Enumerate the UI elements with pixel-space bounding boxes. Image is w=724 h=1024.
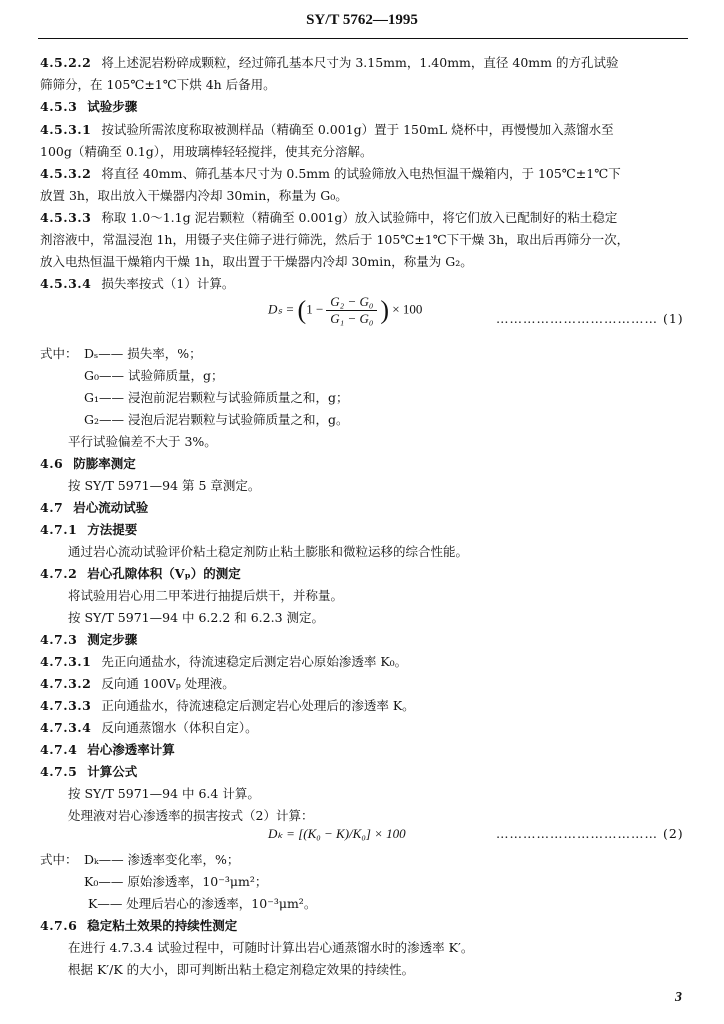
formula-1: Dₛ = (1 − $\frac{\text{G₂ − G₀}}{\text{G₁ − G₀}}$ ) × 100 [268,294,423,326]
clause-4-7-4: 4.7.4 岩心渗透率计算 [40,742,175,757]
var-dk: Dₖ—— 渗透率变化率，%； [84,852,240,867]
clause-text-line: 剂溶液中，常温浸泡 1h，用镊子夹住筛子进行筛洗，然后于 105℃±1℃下干燥 3h，取出后再筛分一次， [40,232,630,247]
clause-4-5-3-3: 4.5.3.3 称取 1.0～1.1g 泥岩颗粒（精确至 0.001g）放入试验筛中，将它们放入已配制好的粘土稳定 [40,210,618,225]
var-ds: Dₛ—— 损失率，%； [84,346,202,361]
clause-text-line: 按 SY/T 5971—94 中 6.4 计算。 [68,786,260,801]
clause-text-line: 筛筛分，在 105℃±1℃下烘 4h 后备用。 [40,77,276,92]
clause-4-7-6: 4.7.6 稳定粘土效果的持续性测定 [40,918,238,933]
clause-4-7: 4.7 岩心流动试验 [40,500,149,515]
clause-text-line: 处理液对岩心渗透率的损害按式（2）计算： [68,808,314,823]
var-g1: G₁—— 浸泡前泥岩颗粒与试验筛质量之和，g； [84,390,349,405]
clause-4-5-3: 4.5.3 试验步骤 [40,99,138,114]
var-g2: G₂—— 浸泡后泥岩颗粒与试验筛质量之和，g。 [84,412,349,427]
page-number: 3 [675,990,682,1005]
var-k: K—— 处理后岩心的渗透率，10⁻³μm²。 [88,896,317,911]
clause-4-5-2-2: 4.5.2.2 将上述泥岩粉碎成颗粒，经过筛孔基本尺寸为 3.15mm，1.40mm，直径 40mm 的方孔试验 [40,55,619,70]
clause-4-7-2: 4.7.2 岩心孔隙体积（Vₚ）的测定 [40,566,241,581]
clause-4-7-3-3: 4.7.3.3 正向通盐水，待流速稳定后测定岩心处理后的渗透率 K。 [40,698,415,713]
var-k0: K₀—— 原始渗透率，10⁻³μm²； [84,874,268,889]
equation-number-2: ……………………………… (2) [496,826,684,841]
formula-1-lhs: Dₛ = [268,301,298,317]
clause-text-line: 放入电热恒温干燥箱内干燥 1h，取出置于干燥器内冷却 30min，称量为 G₂。 [40,254,473,269]
formula-1-rhs: × 100 [392,301,423,317]
clause-4-7-3-1: 4.7.3.1 先正向通盐水，待流速稳定后测定岩心原始渗透率 K₀。 [40,654,408,669]
clause-text-line: 100g（精确至 0.1g），用玻璃棒轻轻搅拌，使其充分溶解。 [40,144,373,159]
clause-4-7-5: 4.7.5 计算公式 [40,764,138,779]
formula-1-fraction: $\frac{\text{G₂ − G₀}}{\text{G₁ − G₀}}$ [326,294,377,327]
formula-2: Dₖ = [(K₀ − K)/K₀] × 100 [268,826,406,841]
clause-text-line: 将试验用岩心用二甲苯进行抽提后烘干，并称量。 [68,588,344,603]
clause-4-6: 4.6 防膨率测定 [40,456,136,471]
standard-header: SY/T 5762—1995 [306,12,418,28]
tolerance-note: 平行试验偏差不大于 3%。 [68,434,217,449]
clause-4-7-3: 4.7.3 测定步骤 [40,632,138,647]
clause-text-line: 按 SY/T 5971—94 第 5 章测定。 [68,478,261,493]
clause-4-5-3-2: 4.5.3.2 将直径 40mm、筛孔基本尺寸为 0.5mm 的试验筛放入电热恒温干燥箱内，于 105℃±1℃下 [40,166,621,181]
clause-4-7-3-4: 4.7.3.4 反向通蒸馏水（体积自定）。 [40,720,258,735]
equation-number-1: ……………………………… (1) [496,311,684,326]
clause-text-line: 按 SY/T 5971—94 中 6.2.2 和 6.2.3 测定。 [68,610,325,625]
clause-4-7-3-2: 4.7.3.2 反向通 100Vₚ 处理液。 [40,676,235,691]
where-label: 式中： [40,852,78,867]
where-label: 式中： [40,346,78,361]
var-g0: G₀—— 试验筛质量，g； [84,368,224,383]
clause-text-line: 根据 K′/K 的大小，即可判断出粘土稳定剂稳定效果的持续性。 [68,962,415,977]
clause-4-5-3-4: 4.5.3.4 损失率按式（1）计算。 [40,276,235,291]
formula-1-one: 1 − [306,301,324,317]
clause-4-5-3-1: 4.5.3.1 按试验所需浓度称取被测样品（精确至 0.001g）置于 150mL 烧杯中，再慢慢加入蒸馏水至 [40,122,614,137]
clause-4-7-1: 4.7.1 方法提要 [40,522,138,537]
clause-text-line: 在进行 4.7.3.4 试验过程中，可随时计算出岩心通蒸馏水时的渗透率 K′。 [68,940,474,955]
clause-text-line: 放置 3h，取出放入干燥器内冷却 30min，称量为 G₀。 [40,188,348,203]
clause-text-line: 通过岩心流动试验评价粘土稳定剂防止粘土膨胀和微粒运移的综合性能。 [68,544,469,559]
header-rule [38,38,688,39]
